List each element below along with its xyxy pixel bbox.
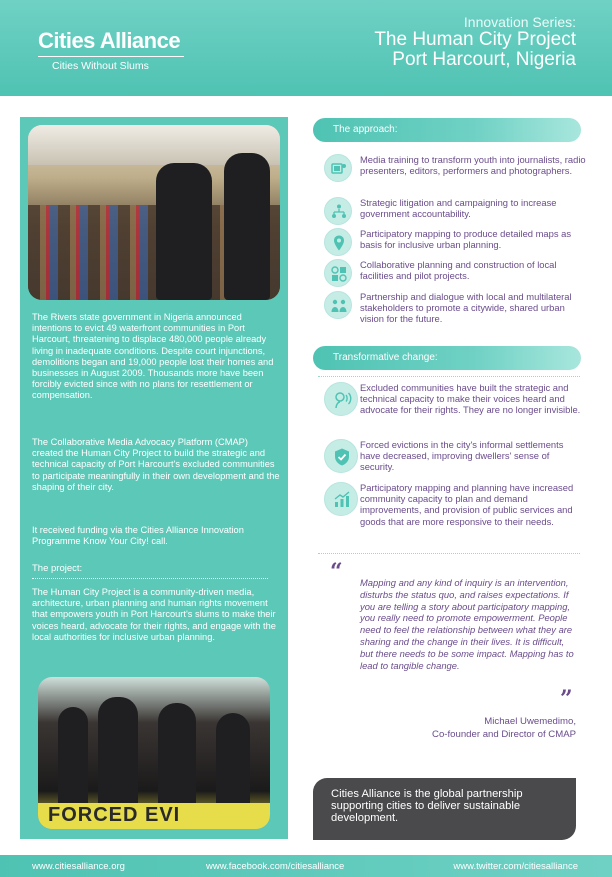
intro-paragraph: The Rivers state government in Nigeria announced intentions to evict 49 waterfront communities in Port Harcourt, threatening to displace 480,000 people already living in inadequate conditions. Despite court injunctions, demolitions began and 19,000 people lost their homes and businesses in August 2009. Thousands more have been forcibly evicted since with no plans for resettlement or compensation. [32,312,274,401]
partnership-icon [324,291,352,319]
section-divider [318,376,580,377]
brand-name: Cities Alliance [38,28,181,53]
protester-figure-3 [158,703,196,807]
close-quote-mark: ” [560,686,573,712]
protester-figure [58,707,88,807]
protester-figure-4 [216,713,250,807]
brand-divider [38,56,184,57]
growth-icon [324,482,358,516]
planning-icon [324,259,352,287]
speaker-figure-2 [224,153,270,300]
title-line-2: Port Harcourt, Nigeria [392,49,576,70]
brand-logo [38,28,184,72]
change-heading-bar: Transformative change: [313,346,581,370]
change-item-text: Excluded communities have built the strategic and technical capacity to make their voices heard and advocate for their rights. They are no longer invisible. [360,382,581,416]
page-header [0,0,612,96]
speaker-figure [156,163,212,300]
map-pin-icon [324,228,352,256]
project-heading: The project: [32,563,268,579]
change-item-text: Forced evictions in the city's informal settlements have decreased, improving dwellers' sense of security. [360,439,564,473]
hierarchy-icon [324,197,352,225]
approach-item-text: Strategic litigation and campaigning to increase government accountability. [360,197,557,220]
open-quote-mark: “ [330,559,343,585]
approach-item-text: Participatory mapping to produce detailed maps as basis for inclusive urban planning. [360,228,572,251]
brand-tagline: Cities Without Slums [52,60,149,72]
facebook-link[interactable]: www.facebook.com/citiesalliance [206,861,345,872]
protest-photo [38,677,270,829]
quote-text: Mapping and any kind of inquiry is an intervention, disturbs the status quo, and raises expectations. If you are telling a story about participatory mapping, you really need to promote empowerment. People need to feel the relationship between what they are sharing and the change in their lives. It is difficult, but there needs to be some impact. Mapping has to lead to tangible change. [360,577,574,671]
website-link[interactable]: www.citiesalliance.org [32,861,125,872]
cities-alliance-callout: Cities Alliance is the global partnership supporting cities to deliver sustainable development. [313,778,576,840]
series-title-block [374,14,576,70]
quote-author: Michael Uwemedimo, [484,716,576,727]
approach-heading-bar: The approach: [313,118,581,142]
project-paragraph: The Human City Project is a community-driven media, architecture, urban planning and human rights movement that empowers youth in Port Harcourt's slums to make their voices heard, advocate for their rights, and engage with the local authorities for inclusive urban planning. [32,587,276,642]
left-column [20,117,288,839]
media-training-icon [324,154,352,182]
voice-icon [324,382,358,416]
approach-item-text: Media training to transform youth into journalists, radio presenters, editors, performers and photographers. [360,154,586,177]
community-meeting-photo [28,125,280,300]
protest-banner [38,803,270,829]
series-label: Innovation Series: [463,14,576,30]
approach-item-text: Collaborative planning and construction of local facilities and pilot projects. [360,259,557,282]
twitter-link[interactable]: www.twitter.com/citiesalliance [453,861,578,872]
protest-banner-text: FORCED EVI [48,804,181,826]
protester-figure-2 [98,697,138,807]
title-line-1: The Human City Project [374,29,576,50]
page-footer [0,855,612,877]
change-item-text: Participatory mapping and planning have increased community capacity to plan and demand improvements, and provision of public services and goods that are more responsive to their needs. [360,482,574,527]
quote-author-role: Co-founder and Director of CMAP [432,729,576,740]
shield-check-icon [324,439,358,473]
section-divider [318,553,580,554]
funding-paragraph: It received funding via the Cities Alliance Innovation Programme Know Your City! call. [32,525,244,547]
cmap-paragraph: The Collaborative Media Advocacy Platform (CMAP) created the Human City Project to build the strategic and technical capacity of Port Harcourt's excluded communities to participate meaningfully in their own development and the shaping of their city. [32,437,280,492]
approach-item-text: Partnership and dialogue with local and multilateral stakeholders to promote a citywide, shared urban vision for the future. [360,291,572,325]
